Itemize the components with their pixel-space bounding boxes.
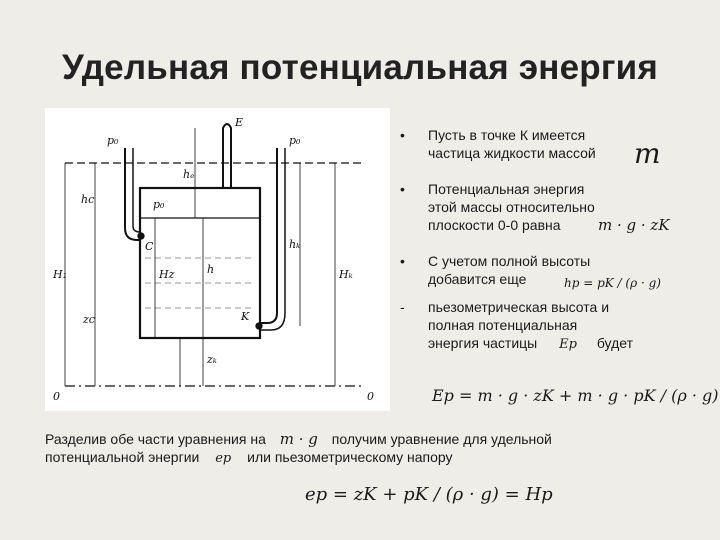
bullet-3-line-1: С учетом полной высоты xyxy=(428,253,591,269)
label-he: hₑ xyxy=(183,168,195,181)
label-hz: Hz xyxy=(159,268,175,281)
formula-ep-inline: Ep xyxy=(559,337,577,352)
bullet-mark: • xyxy=(400,253,405,269)
label-p0-left: p₀ xyxy=(107,134,119,147)
bullet-mark: • xyxy=(400,181,405,197)
right-piezometer xyxy=(260,148,277,323)
formula-m: m xyxy=(634,137,661,170)
label-h1: H₁ xyxy=(53,268,68,281)
label-p0-inner: p₀ xyxy=(153,198,165,211)
closed-tube xyxy=(223,124,231,188)
label-k: K xyxy=(241,310,250,323)
formula-mg: m · g xyxy=(279,430,318,448)
bullet-4-line-1: пьезометрическая высота и xyxy=(428,299,610,315)
bullet-3-line-2: добавится еще xyxy=(428,271,527,287)
bullet-4-line-3: энергия частицы xyxy=(428,335,538,351)
label-hk-small: hₖ xyxy=(289,238,301,251)
vessel-diagram xyxy=(45,108,390,411)
label-zk: zₖ xyxy=(207,353,217,366)
bottom-paragraph xyxy=(45,430,685,468)
bullet-2-line-3: плоскости 0-0 равна xyxy=(428,217,561,233)
bullet-1-line-1: Пусть в точке К имеется xyxy=(428,127,586,143)
bottom-line-2-before: потенциальной энергии xyxy=(45,449,200,465)
vessel-diagram-svg xyxy=(45,108,390,411)
label-e: E xyxy=(235,116,244,129)
bottom-line-1-after: получим уравнение для удельной xyxy=(331,431,552,447)
bullet-2-line-1: Потенциальная энергия xyxy=(428,181,585,197)
formula-hp: hp = pK / (ρ · g) xyxy=(564,276,661,290)
formula-ep: ep xyxy=(215,451,232,466)
formula-energy: Ep = m · g · zK + m · g · pK / (ρ · g) xyxy=(432,386,719,405)
label-c: C xyxy=(145,240,154,253)
label-hk: Hₖ xyxy=(339,268,353,281)
label-p0-right: p₀ xyxy=(289,134,301,147)
bottom-line-1-before: Разделив обе части уравнения на xyxy=(45,431,266,447)
bullet-4-line-2: полная потенциальная xyxy=(428,317,578,333)
slide-title: Удельная потенциальная энергия xyxy=(62,48,658,87)
formula-specific: ep = zK + pK / (ρ · g) = Hp xyxy=(305,484,553,505)
bullet-mark: - xyxy=(400,299,405,315)
label-h: h xyxy=(207,263,215,276)
label-zc: zc xyxy=(83,313,95,326)
label-origin-left: 0 xyxy=(53,390,60,403)
bullet-1-line-2: частица жидкости массой xyxy=(428,145,596,161)
point-c xyxy=(138,233,144,239)
bullet-4-tail: будет xyxy=(596,335,633,351)
bullet-2-line-2: этой массы относительно xyxy=(428,199,595,215)
point-k xyxy=(256,323,262,329)
formula-mgzk: m · g · zK xyxy=(598,216,670,234)
label-origin-right: 0 xyxy=(367,390,374,403)
label-hc: hc xyxy=(81,193,95,206)
bullet-mark: • xyxy=(400,127,405,143)
bottom-line-2-after: или пьезометрическому напору xyxy=(247,449,453,465)
